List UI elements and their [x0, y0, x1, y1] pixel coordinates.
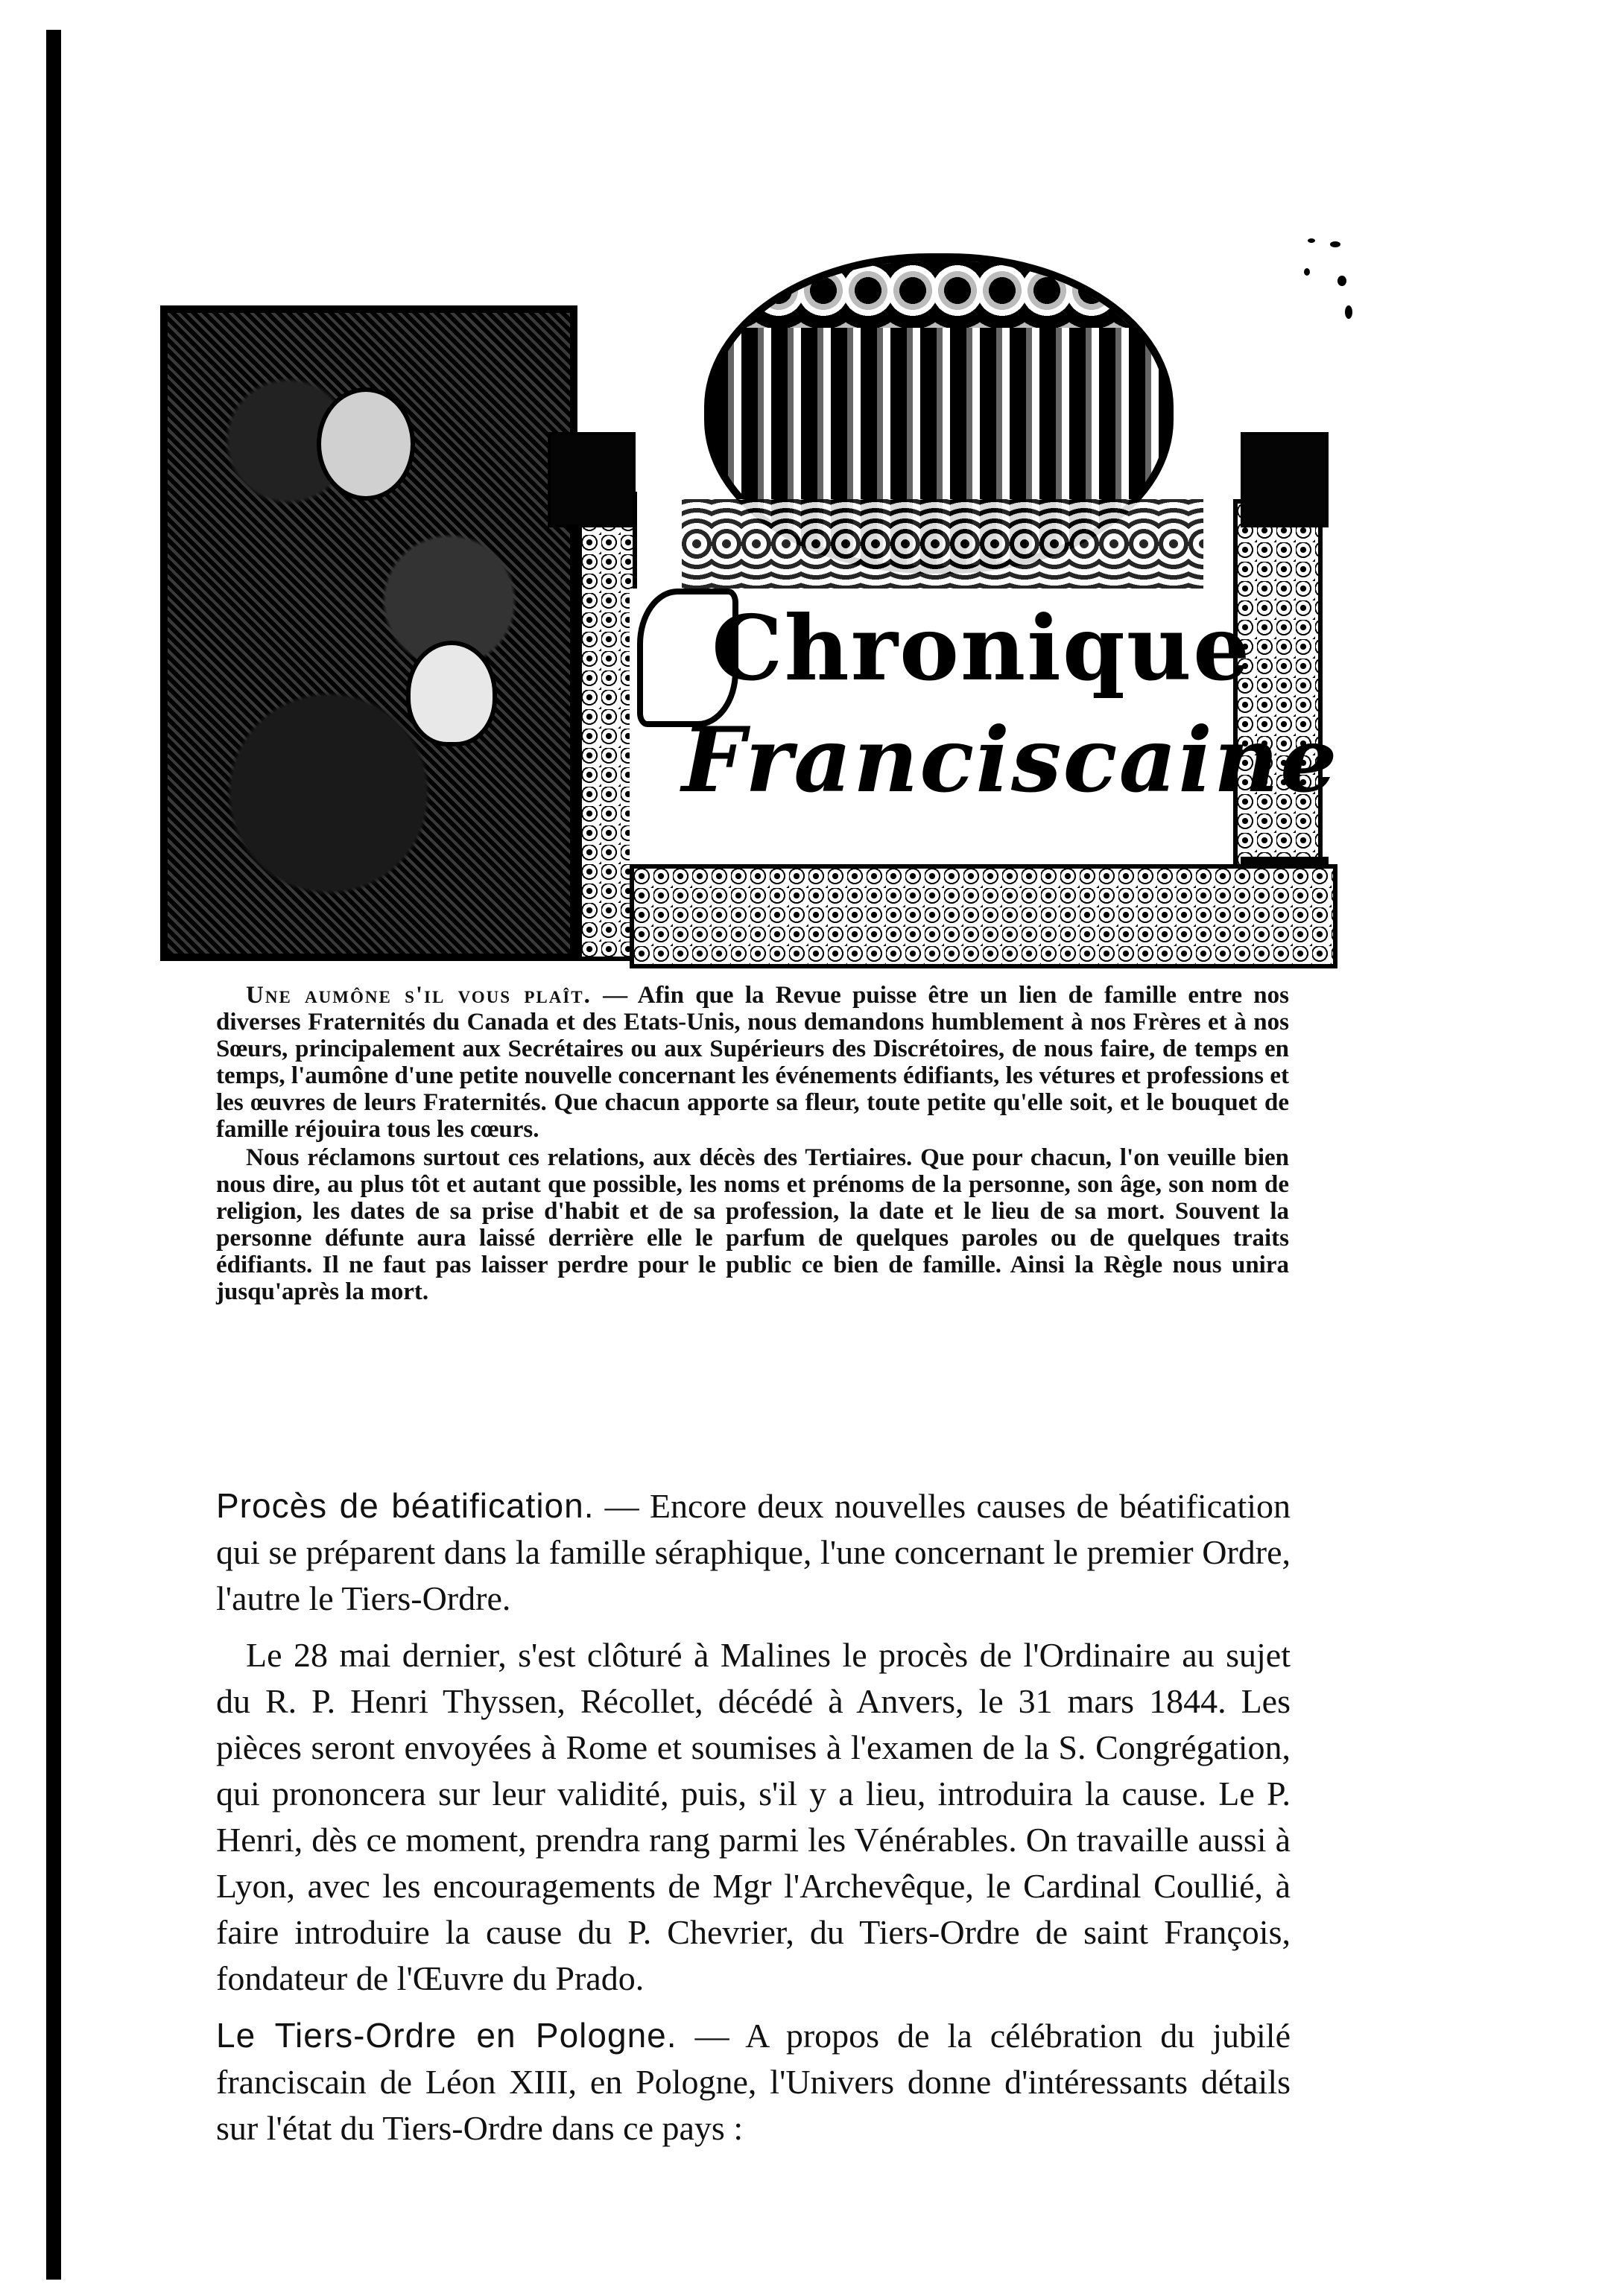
- left-ornamental-border: [577, 492, 637, 961]
- article-2-heading: Le Tiers-Ordre en Pologne.: [216, 2016, 677, 2055]
- bottom-ornamental-border: [630, 864, 1337, 968]
- vignette-kneeling-figure: [406, 641, 497, 746]
- article-1-paragraph-1: [216, 1482, 1291, 1622]
- corner-block-left-top: [548, 432, 636, 527]
- article-1-heading: Procès de béatification.: [216, 1486, 595, 1525]
- wreath-ornament: [682, 499, 1203, 589]
- scan-edge-bar: [46, 30, 61, 2280]
- article-2-paragraph-1: [216, 2012, 1291, 2151]
- notice-paragraph-1: [216, 982, 1289, 1143]
- title-line-2: Franciscaine: [682, 708, 1339, 813]
- article-1-paragraph-1-text: — Encore deux nouvelles causes de béatification qui se préparent dans la famille séraphique, l'une concernant le premier Ordre, l'autre le Tiers-Ordre.: [216, 1487, 1291, 1617]
- vignette-angel-figure: [317, 387, 415, 501]
- vignette-illustration: [160, 305, 577, 961]
- notice-block: [216, 982, 1289, 1305]
- notice-paragraph-2: Nous réclamons surtout ces relations, aux décès des Tertiaires. Que pour chacun, l'on veuille bien nous dire, au plus tôt et autant que possible, les noms et prénoms de la personne, son âge, son nom de religion, les dates de sa prise d'habit et de sa profession, la date et le lieu de sa mort. Souvent la personne défunte aura laissé derrière elle le parfum de quelques paroles ou de quelques traits édifiants. Il ne faut pas laisser perdre pour le public ce bien de famille. Ainsi la Règle nous unira jusqu'après la mort.: [216, 1144, 1289, 1305]
- articles-block: [216, 1482, 1291, 2162]
- corner-block-right-top: [1241, 432, 1329, 527]
- header-illustration: [160, 253, 1337, 968]
- medallion-halos: [712, 261, 1166, 328]
- title-panel: [630, 589, 1339, 872]
- article-1-paragraph-2: Le 28 mai dernier, s'est clôturé à Malines le procès de l'Ordinaire au sujet du R. P. Henri Thyssen, Récollet, décédé à Anvers, le 31 mars 1844. Les pièces seront envoyées à Rome et soumises à l'examen de la S. Congrégation, qui prononcera sur leur validité, puis, s'il y a lieu, introduira la cause. Le P. Henri, dès ce moment, prendra rang parmi les Vénérables. On travaille aussi à Lyon, avec les encouragements de Mgr l'Archevêque, le Cardinal Coullié, à faire introduire la cause du P. Chevrier, du Tiers-Ordre de saint François, fondateur de l'Œuvre du Prado.: [216, 1636, 1291, 1997]
- notice-lead: Une aumône s'il vous plaît.: [246, 982, 592, 1009]
- title-line-1: Chronique: [712, 596, 1252, 701]
- article-2-paragraph-1-text: — A propos de la célébration du jubilé franciscain de Léon XIII, en Pologne, l'Univers donne d'intéressants détails sur l'état du Tiers-Ordre dans ce pays :: [216, 2017, 1291, 2147]
- notice-paragraph-1-text: — Afin que la Revue puisse être un lien de famille entre nos diverses Fraternités du Canada et des Etats-Unis, nous demandons humblement à nos Frères et à nos Sœurs, principalement aux Secrétaires ou aux Supérieurs des Discrétoires, de nous faire, de temps en temps, l'aumône d'une petite nouvelle concernant les événements édifiants, les vétures et professions et les œuvres de leurs Fraternités. Que chacun apporte sa fleur, toute petite qu'elle soit, et le bouquet de famille réjouira tous les cœurs.: [216, 982, 1289, 1143]
